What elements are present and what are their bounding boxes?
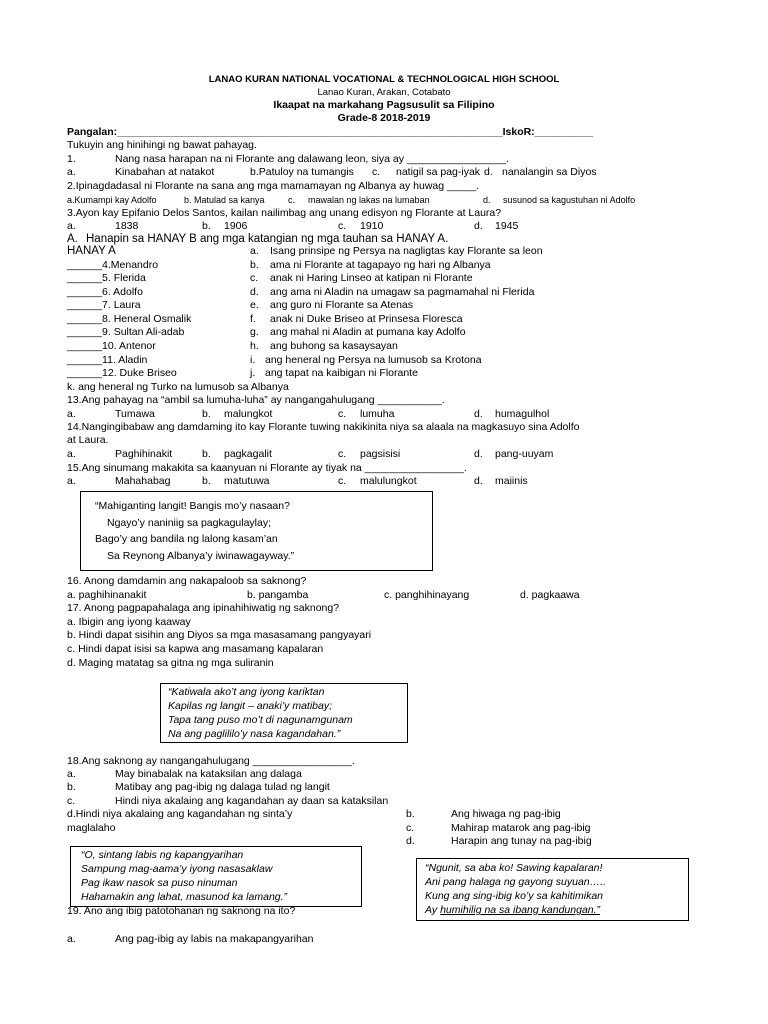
q13-choice-b-letter: b. (202, 408, 211, 420)
stanza-3-line-4: Hahamakin ang lahat, masunod ka lamang.” (81, 891, 288, 903)
q1-choice-b: b.Patuloy na tumangis (250, 166, 354, 178)
stanza-4-line-4-underlined: humihilig na sa ibang kandungan.” (440, 904, 601, 916)
q1-choice-a-letter: a. (67, 166, 76, 178)
stanza-3-line-1: “O, sintang labis ng kapangyarihan (81, 849, 244, 861)
choice-c-letter: c. (406, 822, 415, 834)
choice-c: Mahirap matarok ang pag-ibig (451, 822, 591, 834)
q2-choice-b: b. Matulad sa kanya (184, 195, 265, 205)
stanza-4-line-3: Kung ang sing-ibig ko’y sa kahitimikan (425, 890, 604, 902)
q18-choice-c: Hindi niya akalaing ang kagandahan ay daan sa kataksilan (115, 795, 389, 807)
hanay-b-letter-g: g. (250, 326, 259, 338)
stanza-2-line-4: Na ang paglililo’y nasa kagandahan.” (168, 728, 341, 740)
q13-choice-c-letter: c. (338, 408, 347, 420)
q18-choice-d: d.Hindi niya akalaing ang kagandahan ng sinta’y (67, 808, 293, 820)
q15-choice-a-letter: a. (67, 475, 76, 487)
q18-choice-b-letter: b. (67, 781, 76, 793)
exam-title: Ikaapat na markahang Pagsusulit sa Filipino (273, 99, 495, 111)
q16-choice-a: a. paghihinanakit (67, 589, 147, 601)
hanay-b-item-k: k. ang heneral ng Turko na lumusob sa Albanya (67, 381, 289, 393)
stanza-4-line-2: Ani pang halaga ng gayong suyuan….. (425, 876, 606, 888)
q1-choice-d: nanalangin sa Diyos (502, 166, 597, 178)
q18-choice-c-letter: c. (67, 795, 76, 807)
matching-item-7: ______7. Laura (67, 299, 141, 311)
section-a-label: A. (67, 233, 78, 245)
section-a-instruction: Hanapin sa HANAY B ang mga katangian ng mga tauhan sa HANAY A. (86, 233, 449, 245)
q15-choice-b: matutuwa (224, 475, 270, 487)
q1-choice-c: natigil sa pag-iyak (396, 166, 481, 178)
hanay-b-letter-j: j. (250, 367, 256, 379)
q3-choice-a-letter: a. (67, 220, 76, 232)
q13-choice-b: malungkot (224, 408, 273, 420)
stanza-4-box (416, 858, 689, 921)
hanay-b-letter-i: i. (250, 354, 256, 366)
q15-choice-c: malulungkot (360, 475, 417, 487)
q3-text: 3.Ayon kay Epifanio Delos Santos, kailan nailimbag ang unang edisyon ng Florante at Laura? (67, 207, 502, 219)
q2-choice-d-letter: d. (483, 195, 491, 205)
q18-choice-a-letter: a. (67, 768, 76, 780)
stanza-2-line-1: “Katiwala ako’t ang iyong kariktan (168, 686, 325, 698)
choice-b: Ang hiwaga ng pag-ibig (451, 808, 561, 820)
q13-choice-d-letter: d. (474, 408, 483, 420)
q15-text: 15.Ang sinumang makakita sa kaanyuan ni Florante ay tiyak na _________________. (67, 462, 467, 474)
q14-text: 14.Nangingibabaw ang damdaming ito kay Florante tuwing nakikinita niya sa alaala na magkasuyo sina Adolfo (67, 421, 580, 433)
q14-choice-d-letter: d. (474, 448, 483, 460)
q18-text: 18.Ang saknong ay nangangahulugang _________________. (67, 755, 355, 767)
q15-choice-b-letter: b. (202, 475, 211, 487)
q2-choice-c: mawalan ng lakas na lumaban (308, 195, 430, 205)
hanay-b-letter-d: d. (250, 286, 259, 298)
matching-item-12: ______12. Duke Briseo (67, 367, 177, 379)
hanay-b-letter-b: b. (250, 259, 259, 271)
stanza-4-line-4-start: Ay (425, 904, 441, 916)
q19-choice-a-letter: a. (67, 933, 76, 945)
q15-choice-d-letter: d. (474, 475, 483, 487)
matching-item-4: ______4.Menandro (67, 259, 159, 271)
choice-b-letter: b. (406, 808, 415, 820)
matching-item-9: ______9. Sultan Ali-adab (67, 326, 185, 338)
stanza-1-box (80, 491, 433, 571)
q2-choice-a: a.Kumampi kay Adolfo (67, 195, 157, 205)
q3-choice-a: 1838 (115, 220, 139, 232)
matching-item-5: ______5. Flerida (67, 272, 146, 284)
q13-text: 13.Ang pahayag na “ambil sa lumuha-luha” ay nangangahulugang ___________. (67, 394, 445, 406)
hanay-b-item-g: ang mahal ni Aladin at pumana kay Adolfo (270, 326, 466, 338)
hanay-b-item-b: ama ni Florante at tagapayo ng hari ng Albanya (270, 259, 491, 271)
q13-choice-a: Tumawa (115, 408, 155, 420)
hanay-b-item-h: ang buhong sa kasaysayan (270, 340, 398, 352)
q17-choice-a: a. Ibigin ang iyong kaaway (67, 616, 191, 628)
q1-text: Nang nasa harapan na ni Florante ang dalawang leon, siya ay _________________. (115, 153, 510, 165)
q1-choice-a: Kinabahan at natakot (115, 166, 215, 178)
q19-text: 19. Ano ang ibig patotohanan ng saknong na ito? (67, 905, 296, 917)
q3-choice-c-letter: c. (338, 220, 347, 232)
stanza-2-box (160, 683, 408, 743)
q16-choice-b: b. pangamba (247, 589, 309, 601)
q14-choice-a: Paghihinakit (115, 448, 173, 460)
q14-text-cont: at Laura. (67, 434, 109, 446)
stanza-1-line-1: “Mahiganting langit! Bangis mo’y nasaan? (95, 500, 290, 512)
stanza-2-line-2: Kapilas ng langit – anaki’y matibay; (168, 700, 333, 712)
q1-choice-d-letter: d. (484, 166, 493, 178)
q16-choice-d: d. pagkaawa (520, 589, 580, 601)
hanay-b-letter-e: e. (250, 299, 259, 311)
q1-number: 1. (67, 153, 76, 165)
hanay-a-heading: HANAY A (67, 245, 116, 257)
stanza-3-line-3: Pag ikaw nasok sa puso ninuman (81, 877, 238, 889)
hanay-b-item-i: ang heneral ng Persya na lumusob sa Krotona (265, 354, 482, 366)
q17-choice-b: b. Hindi dapat sisihin ang Diyos sa mga masasamang pangyayari (67, 629, 372, 641)
stanza-1-line-3: Bago’y ang bandila ng lalong kasam’an (95, 533, 278, 545)
q15-choice-d: maiinis (495, 475, 528, 487)
matching-item-10: ______10. Antenor (67, 340, 156, 352)
q13-choice-c: lumuha (360, 408, 395, 420)
stanza-4-line-4 (425, 904, 600, 916)
q2-choice-d: susunod sa kagustuhan ni Adolfo (503, 195, 636, 205)
q19-choice-a: Ang pag-ibig ay labis na makapangyarihan (115, 933, 314, 945)
matching-item-8: ______8. Heneral Osmalik (67, 313, 192, 325)
q18-choice-b: Matibay ang pag-ibig ng dalaga tulad ng langit (115, 781, 330, 793)
matching-item-11: ______11. Aladin (67, 354, 148, 366)
q14-choice-d: pang-uuyam (495, 448, 554, 460)
hanay-b-letter-f: f. (250, 313, 256, 325)
school-name: LANAO KURAN NATIONAL VOCATIONAL & TECHNOLOGICAL HIGH SCHOOL (208, 74, 560, 85)
q18-choice-a: May binabalak na kataksilan ang dalaga (115, 768, 302, 780)
q1-choice-c-letter: c. (372, 166, 381, 178)
choice-d-letter: d. (406, 835, 415, 847)
q18-choice-d-cont: maglalaho (67, 822, 116, 834)
stanza-3-line-2: Sampung mag-aama’y iyong nasasaklaw (81, 863, 273, 875)
stanza-1-line-2: Ngayo’y naniniig sa pagkagulaylay; (107, 517, 272, 529)
stanza-2-line-3: Tapa tang puso mo’t di nagunamgunam (168, 714, 353, 726)
stanza-1-line-4: Sa Reynong Albanya’y iwinawagayway.” (107, 550, 295, 562)
q16-choice-c: c. panghihinayang (384, 589, 470, 601)
q14-choice-a-letter: a. (67, 448, 76, 460)
q15-choice-a: Mahahabag (115, 475, 171, 487)
q15-choice-c-letter: c. (338, 475, 347, 487)
hanay-b-letter-c: c. (250, 272, 259, 284)
q3-choice-b: 1906 (224, 220, 248, 232)
stanza-4-line-1: “Ngunit, sa aba ko! Sawing kapalaran! (425, 862, 603, 874)
school-address: Lanao Kuran, Arakan, Cotabato (317, 87, 451, 98)
q14-choice-b-letter: b. (202, 448, 211, 460)
stanza-3-box (70, 846, 362, 907)
hanay-b-item-c: anak ni Haring Linseo at katipan ni Florante (270, 272, 473, 284)
q13-choice-d: humagulhol (495, 408, 550, 420)
q17-text: 17. Anong pagpapahalaga ang ipinahihiwatig ng saknong? (67, 602, 340, 614)
instruction: Tukuyin ang hinihingi ng bawat pahayag. (67, 139, 257, 151)
q3-choice-b-letter: b. (202, 220, 211, 232)
q3-choice-c: 1910 (360, 220, 384, 232)
hanay-b-item-e: ang guro ni Florante sa Atenas (270, 299, 414, 311)
hanay-b-item-j: ang tapat na kaibigan ni Florante (265, 367, 418, 379)
q17-choice-d: d. Maging matatag sa gitna ng mga suliranin (67, 657, 274, 669)
q16-text: 16. Anong damdamin ang nakapaloob sa saknong? (67, 575, 307, 587)
q14-choice-c-letter: c. (338, 448, 347, 460)
q3-choice-d-letter: d. (474, 220, 483, 232)
hanay-b-letter-h: h. (250, 340, 259, 352)
hanay-b-item-a: Isang prinsipe ng Persya na nagligtas kay Florante sa leon (270, 245, 543, 257)
q17-choice-c: c. Hindi dapat isisi sa kapwa ang masamang kapalaran (67, 643, 324, 655)
q14-choice-b: pagkagalit (224, 448, 272, 460)
q3-choice-d: 1945 (495, 220, 519, 232)
hanay-b-item-d: ang ama ni Aladin na umagaw sa pagmamahal ni Flerida (270, 286, 535, 298)
grade-year: Grade-8 2018-2019 (337, 112, 431, 124)
hanay-b-letter-a: a. (250, 245, 259, 257)
q2-text: 2.Ipinagdadasal ni Florante na sana ang mga mamamayan ng Albanya ay huwag _____. (67, 180, 480, 192)
q2-choice-c-letter: c. (288, 195, 296, 205)
q13-choice-a-letter: a. (67, 408, 76, 420)
name-line[interactable]: Pangalan:__________________________________________________________________IskoR:__________ (67, 126, 594, 138)
choice-d: Harapin ang tunay na pag-ibig (451, 835, 592, 847)
q14-choice-c: pagsisisi (360, 448, 401, 460)
hanay-b-item-f: anak ni Duke Briseo at Prinsesa Floresca (270, 313, 463, 325)
matching-item-6: ______6. Adolfo (67, 286, 143, 298)
